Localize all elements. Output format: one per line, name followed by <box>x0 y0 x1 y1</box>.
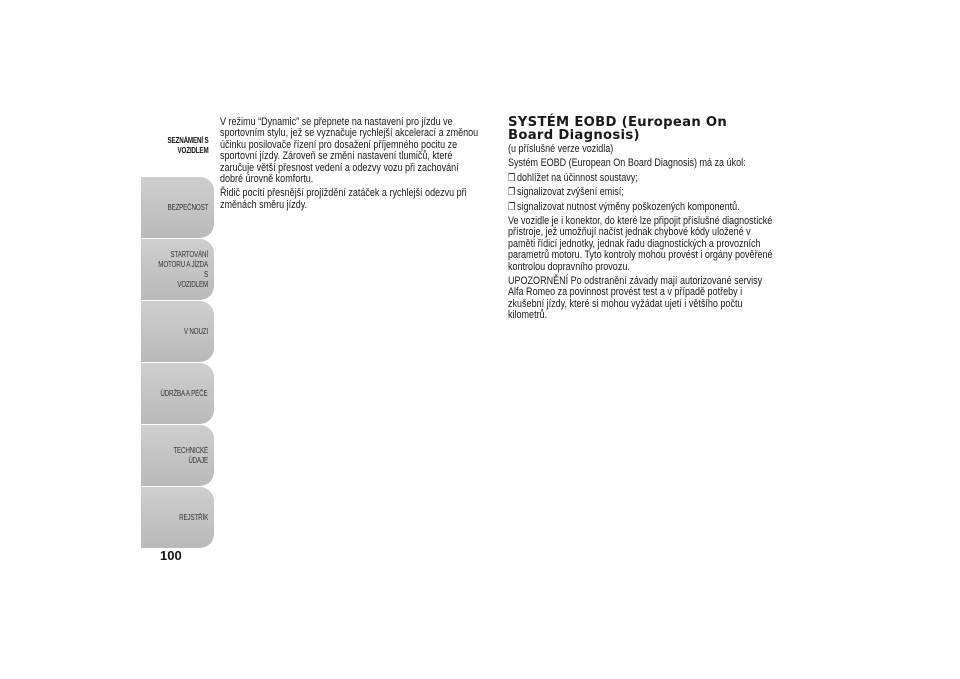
left-column <box>220 117 482 214</box>
checkbox-bullet-icon: ❒ <box>508 187 516 199</box>
tab-v-nouzi[interactable] <box>141 301 214 362</box>
list-item <box>508 173 776 184</box>
tab-label: SEZNÁMENÍ S VOZIDLEM <box>167 135 208 155</box>
tab-seznameni-s-vozidlem[interactable] <box>141 115 214 176</box>
tab-label: V NOUZI <box>183 326 208 336</box>
checkbox-bullet-icon: ❒ <box>508 201 516 213</box>
intro-text: Systém EOBD (European On Board Diagnosis) má za úkol: <box>508 157 746 170</box>
section-heading: SYSTÉM EOBD (European On Board Diagnosis) <box>508 115 728 143</box>
checkbox-bullet-icon: ❒ <box>508 172 516 184</box>
tab-technicke-udaje[interactable] <box>141 425 214 486</box>
right-column-body <box>508 144 776 322</box>
paragraph-dynamic-mode: V režimu “Dynamic” se přepnete na nastavení pro jízdu ve sportovním stylu, jež se vyznačuje rychlejší akcelerací a změnou účinku posilovače řízení pro dosažení příjemného pocitu ze sportovní jízdy. Zároveň se změní nastavení tlumičů, které zaručuje větší přesnost vedení a odezvy vozu při zachování dobré úrovně komfortu. <box>220 116 479 186</box>
tab-rejstrik[interactable] <box>141 487 214 548</box>
list-item-text: dohlížet na účinnost soustavy; <box>516 171 638 184</box>
list-item-text: signalizovat nutnost výměny poškozených komponentů. <box>516 200 740 213</box>
paragraph-driver-feel: Řidič pocítí přesnější projíždění zatáček a rychlejší odezvu při změnách směru jízdy. <box>220 187 467 211</box>
tab-label: STARTOVÁNÍ MOTORU A JÍZDA S VOZIDLEM <box>158 249 208 289</box>
list-item-text: signalizovat zvýšení emisí; <box>516 186 624 199</box>
tab-label: ÚDRŽBA A PÉČE <box>160 388 208 398</box>
left-column-body <box>220 117 482 211</box>
chapter-tabs <box>141 115 214 549</box>
list-item <box>508 187 776 198</box>
tab-udrzba-a-pece[interactable] <box>141 363 214 424</box>
paragraph-warning: UPOZORNĚNÍ Po odstranění závady mají autorizované servisy Alfa Romeo za povinnost provést test a v případě potřeby i zkušební jízdy, které si mohou vyžádat ujetí i většího počtu kilometrů. <box>508 275 763 322</box>
paragraph-connector: Ve vozidle je i konektor, do které lze připojit příslušné diagnostické přístroje, jež umožňují načíst jednak chybové kódy uložené v paměti řídicí jednotky, jednak řadu diagnostických a provozních parametrů motoru. Tyto kontroly mohou provést i orgány pověřené kontrolou dopravního provozu. <box>508 215 773 273</box>
section-subheading: (u příslušné verze vozidla) <box>508 143 614 155</box>
page-number: 100 <box>160 548 182 563</box>
tab-bezpecnost[interactable] <box>141 177 214 238</box>
tab-label: TECHNICKÉ ÚDAJE <box>173 445 208 465</box>
tab-label: BEZPEČNOST <box>167 202 208 212</box>
right-column <box>508 116 776 325</box>
list-item <box>508 202 776 213</box>
tab-startovani[interactable] <box>141 239 214 300</box>
tab-label: REJSTŘÍK <box>179 512 208 522</box>
